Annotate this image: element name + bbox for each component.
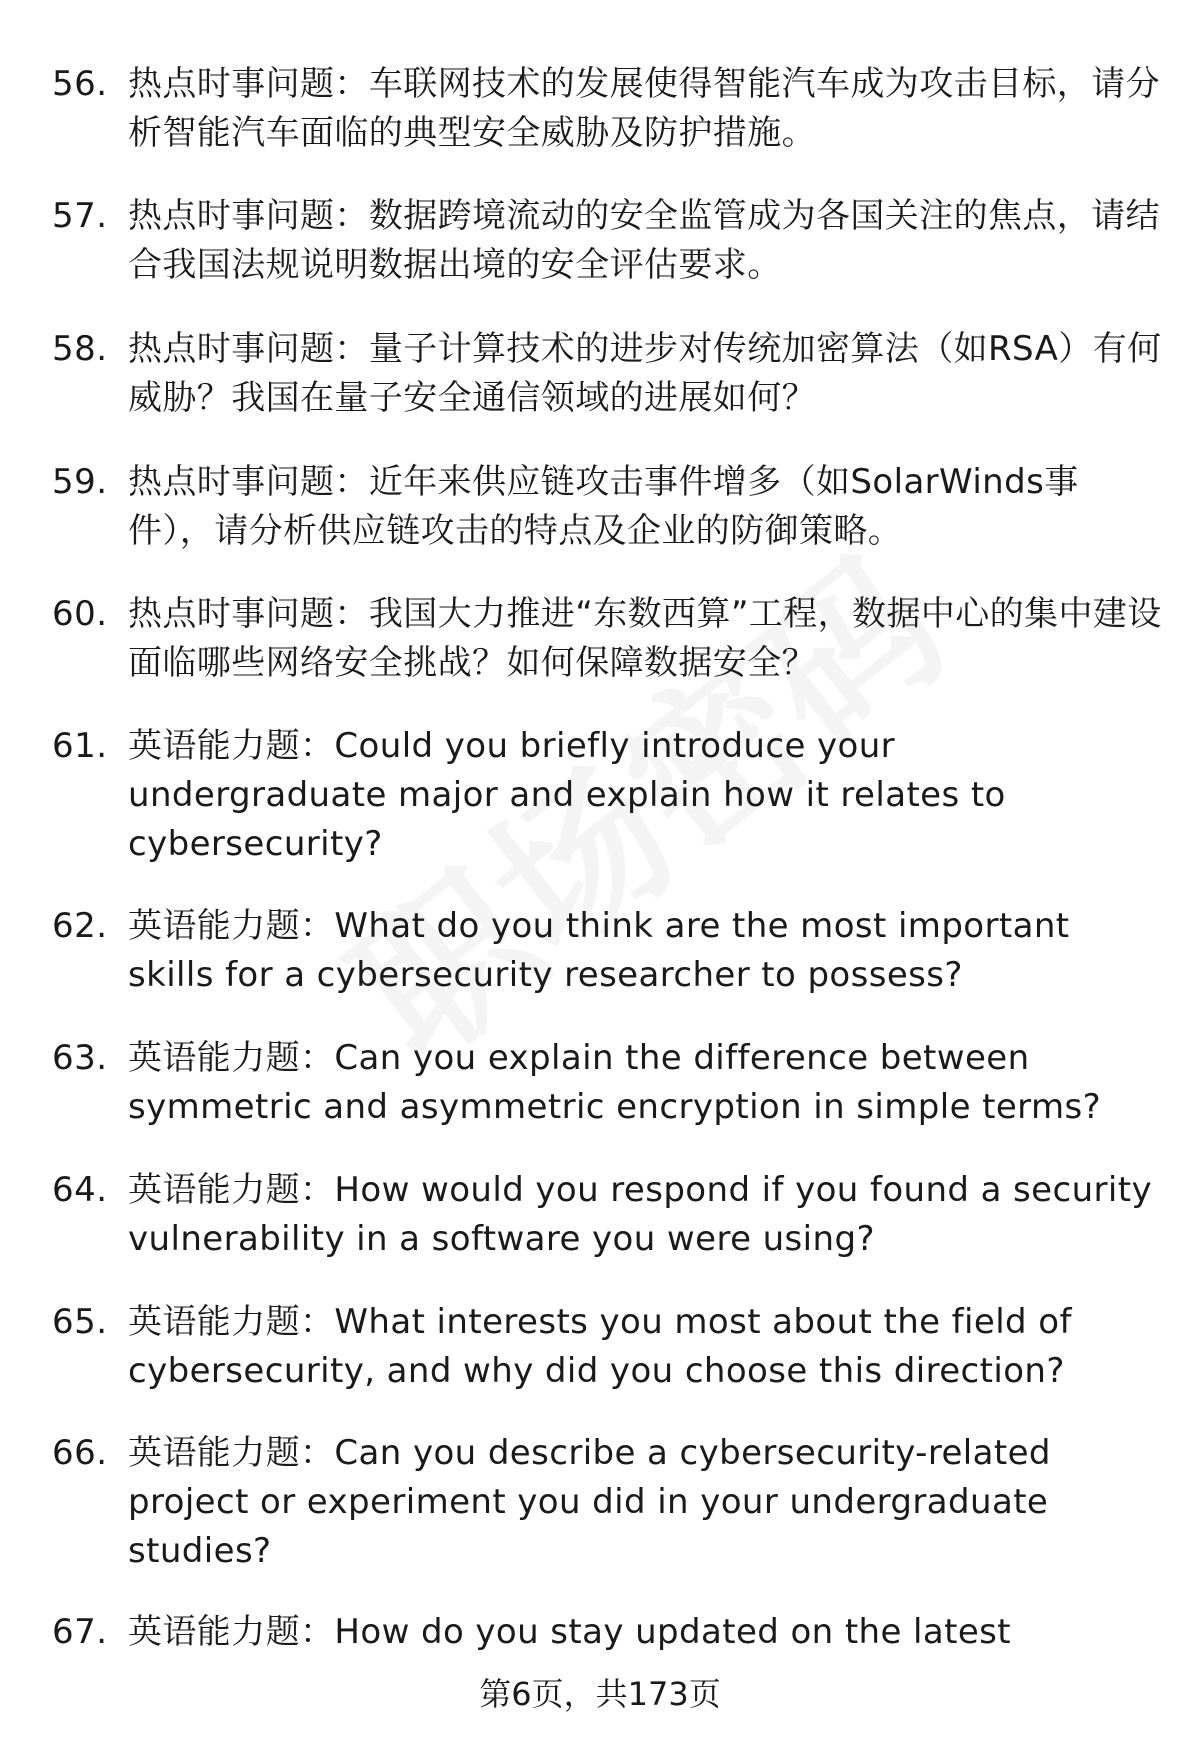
question-number: 67. [52, 1612, 108, 1652]
question-category: 英语能力题： [128, 726, 335, 766]
question-number: 56. [52, 64, 108, 104]
question-number: 61. [52, 726, 108, 766]
question-text-block [128, 722, 1162, 869]
question-category: 热点时事问题： [128, 329, 369, 369]
question-body: How would you respond if you found a security vulnerability in a software you were using? [128, 1170, 1153, 1259]
question-text-block [128, 60, 1162, 158]
question-number: 65. [52, 1302, 108, 1342]
question-number: 58. [52, 329, 108, 369]
question-text-block [128, 1298, 1162, 1396]
question-text-block [128, 590, 1162, 688]
question-text-block [128, 1429, 1162, 1576]
question-category: 热点时事问题： [128, 196, 369, 236]
question-text-block [128, 1608, 1162, 1657]
question-number: 64. [52, 1170, 108, 1210]
question-category: 热点时事问题： [128, 462, 369, 502]
question-category: 热点时事问题： [128, 64, 369, 104]
question-body: Can you explain the difference between symmetric and asymmetric encryption in simple terms? [128, 1038, 1102, 1127]
question-text-block [128, 902, 1162, 1000]
question-body: How do you stay updated on the latest [334, 1612, 1011, 1652]
question-number: 59. [52, 462, 108, 502]
question-number: 60. [52, 594, 108, 634]
question-number: 66. [52, 1433, 108, 1473]
page-number-label: 第6页，共173页 [479, 1675, 721, 1713]
question-number: 62. [52, 906, 108, 946]
question-number: 63. [52, 1038, 108, 1078]
page-footer [0, 1672, 1200, 1716]
question-body: 量子计算技术的进步对传统加密算法（如RSA）有何威胁？我国在量子安全通信领域的进展如何？ [128, 329, 1162, 418]
question-body: 我国大力推进“东数西算”工程，数据中心的集中建设面临哪些网络安全挑战？如何保障数据安全？ [128, 594, 1162, 683]
question-category: 英语能力题： [128, 906, 335, 946]
question-body: 近年来供应链攻击事件增多（如SolarWinds事件），请分析供应链攻击的特点及企业的防御策略。 [128, 462, 1079, 551]
question-body: What do you think are the most important skills for a cybersecurity researcher to possess? [128, 906, 1070, 995]
question-category: 英语能力题： [128, 1433, 335, 1473]
question-text-block [128, 458, 1162, 556]
question-category: 英语能力题： [128, 1170, 335, 1210]
question-category: 英语能力题： [128, 1038, 335, 1078]
question-body: Can you describe a cybersecurity-related project or experiment you did in your undergraduate studies? [128, 1433, 1051, 1571]
question-text-block [128, 1166, 1162, 1264]
question-text-block [128, 192, 1162, 290]
question-category: 英语能力题： [128, 1612, 335, 1652]
question-category: 英语能力题： [128, 1302, 335, 1342]
question-category: 热点时事问题： [128, 594, 369, 634]
question-body: Could you briefly introduce your undergraduate major and explain how it relates to cybersecurity? [128, 726, 1006, 864]
question-text-block [128, 325, 1162, 423]
question-body: 数据跨境流动的安全监管成为各国关注的焦点，请结合我国法规说明数据出境的安全评估要求。 [128, 196, 1161, 285]
question-body: 车联网技术的发展使得智能汽车成为攻击目标，请分析智能汽车面临的典型安全威胁及防护措施。 [128, 64, 1161, 153]
question-number: 57. [52, 196, 108, 236]
question-body: What interests you most about the field of cybersecurity, and why did you choose this direction? [128, 1302, 1072, 1391]
question-text-block [128, 1034, 1162, 1132]
